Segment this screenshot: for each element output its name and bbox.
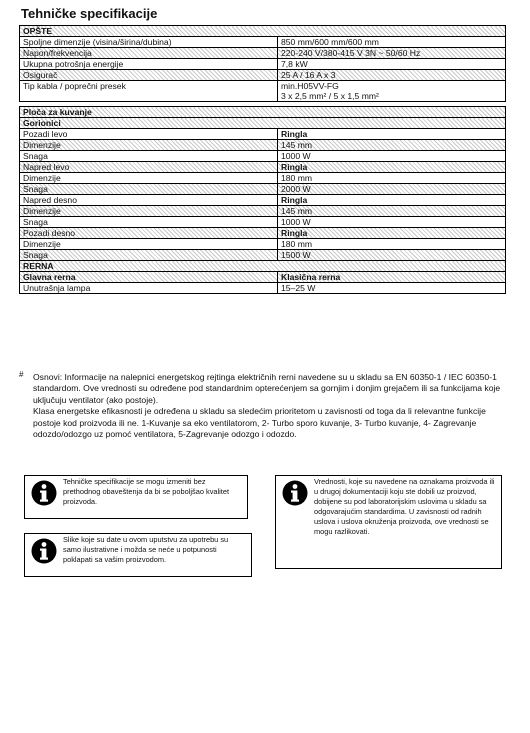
table-row — [20, 81, 506, 102]
table-row — [20, 48, 506, 59]
info-icon — [31, 538, 57, 564]
cable-type: min.H05VV-FG — [281, 81, 339, 91]
table-row — [20, 228, 506, 239]
spec-label: Pozadi levo — [20, 129, 278, 140]
spec-value: 1000 W — [278, 217, 506, 228]
section-heading-cell: OPŠTE — [20, 26, 506, 37]
spec-label: Tip kabla / poprečni presek — [20, 81, 278, 102]
info-box-lab-values — [275, 475, 502, 569]
footnote-paragraph: Osnovi: Informacije na nalepnici energetskog rejtinga električnih rerni navedene su u skladu sa EN 60350-1 / IEC 60350-1 standardom. Ove vrednosti su određene pod standardnim opterećenjem sa gornjim i donjim grejačem ili sa funkcijama koje uključuju ventilator (ako postoje). — [33, 372, 501, 405]
spec-label: Napred desno — [20, 195, 278, 206]
table-row — [20, 37, 506, 48]
footnote-paragraph: Klasa energetske efikasnosti je određena u skladu sa sledećim prioritetom u zavisnosti od toga da li relevantne funkcije postoje kod proizvoda ili ne. 1-Kuvanje sa eko ventilatorom, 2- Turbo sporo kuvanje, 3- Turbo kuvanje, 4- Zagrevanje odozdo/odozgo uz pomoć ventilatora, 5-Zagrevanje odozgo i odozdo. — [33, 406, 486, 440]
table-row — [20, 70, 506, 81]
spec-value: Ringla — [278, 195, 506, 206]
table-row — [20, 195, 506, 206]
info-text: Slike koje su date u ovom uputstvu za upotrebu su samo ilustrativne i možda se neće u potpunosti poklapati sa vašim proizvodom. — [63, 535, 229, 564]
subsection-heading-burners — [20, 118, 506, 129]
spec-label: Spoljne dimenzije (visina/širina/dubina) — [20, 37, 278, 48]
spec-value: Ringla — [278, 162, 506, 173]
section-heading-general — [20, 26, 506, 37]
table-row — [20, 239, 506, 250]
spec-label: Glavna rerna — [20, 272, 278, 283]
spec-value: 25 A / 16 A x 3 — [278, 70, 506, 81]
section-heading-hob — [20, 107, 506, 118]
spec-value: 180 mm — [278, 239, 506, 250]
spec-label: Dimenzije — [20, 206, 278, 217]
spec-value: 7,8 kW — [278, 59, 506, 70]
subsection-heading-cell: Gorionici — [20, 118, 506, 129]
spec-label: Ukupna potrošnja energije — [20, 59, 278, 70]
section-heading-oven — [20, 261, 506, 272]
table-row — [20, 129, 506, 140]
spec-value: 15–25 W — [278, 283, 506, 294]
table-row — [20, 173, 506, 184]
info-text: Tehničke specifikacije se mogu izmeniti bez prethodnog obaveštenja da bi se poboljšao kvalitet proizvoda. — [63, 477, 229, 506]
section-heading-cell: Ploča za kuvanje — [20, 107, 506, 118]
spec-table — [19, 25, 506, 294]
page-title: Tehničke specifikacije — [21, 6, 158, 21]
table-row — [20, 151, 506, 162]
table-row — [20, 162, 506, 173]
spec-label: Dimenzije — [20, 140, 278, 151]
table-row — [20, 217, 506, 228]
table-row — [20, 250, 506, 261]
spec-value: 2000 W — [278, 184, 506, 195]
table-row — [20, 272, 506, 283]
spec-label: Unutrašnja lampa — [20, 283, 278, 294]
spec-value: Klasična rerna — [278, 272, 506, 283]
info-text: Vrednosti, koje su navedene na oznakama proizvoda ili u drugoj dokumentaciji koju ste dobili uz proizvod, dobijene su pod laboratorijskim uslovima u skladu sa odgovarajućim standardima. U zavisnosti od radnih uslova i uslova okruženja proizvoda, ove vrednosti se mogu razlikovati. — [314, 477, 495, 536]
spec-value: 1000 W — [278, 151, 506, 162]
section-heading-cell: RERNA — [20, 261, 506, 272]
spec-value-multiline — [278, 81, 506, 102]
spec-value: Ringla — [278, 129, 506, 140]
info-box-specs-change — [24, 475, 248, 519]
spec-value: 220-240 V/380-415 V 3N ~ 50/60 Hz — [278, 48, 506, 59]
table-row — [20, 206, 506, 217]
table-row — [20, 59, 506, 70]
spec-value: 145 mm — [278, 140, 506, 151]
spec-label: Napred levo — [20, 162, 278, 173]
spec-label: Osigurač — [20, 70, 278, 81]
spec-label: Dimenzije — [20, 173, 278, 184]
footnote-mark: # — [19, 370, 24, 379]
cable-cross-section: 3 x 2,5 mm² / 5 x 1,5 mm² — [281, 91, 379, 101]
spec-value: 145 mm — [278, 206, 506, 217]
spec-value: 850 mm/600 mm/600 mm — [278, 37, 506, 48]
table-row — [20, 140, 506, 151]
spec-value: 1500 W — [278, 250, 506, 261]
spec-label: Dimenzije — [20, 239, 278, 250]
spec-label: Snaga — [20, 184, 278, 195]
spec-label: Pozadi desno — [20, 228, 278, 239]
spec-label: Snaga — [20, 217, 278, 228]
spec-value: 180 mm — [278, 173, 506, 184]
spec-label: Napon/frekvencija — [20, 48, 278, 59]
info-icon — [31, 480, 57, 506]
footnote — [19, 370, 505, 440]
spec-label: Snaga — [20, 250, 278, 261]
info-icon — [282, 480, 308, 506]
spec-value: Ringla — [278, 228, 506, 239]
info-box-illustrations — [24, 533, 252, 577]
table-row — [20, 184, 506, 195]
spec-label: Snaga — [20, 151, 278, 162]
table-row — [20, 283, 506, 294]
